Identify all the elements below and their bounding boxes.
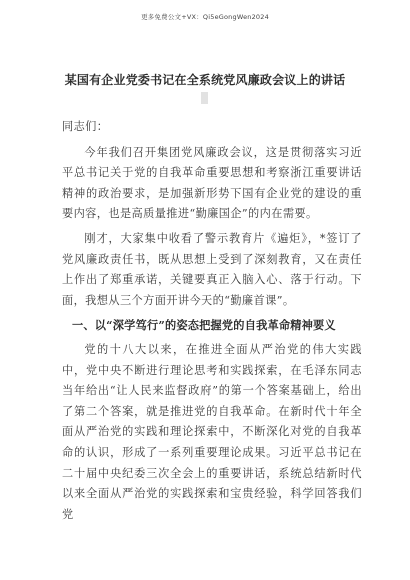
paragraph-2: 刚才，大家集中收看了警示教育片《遍炬》，*签订了党风廉政责任书，既从思想上受到了深刻教育，又在责任上作出了郑重承诺，关键要真正入脑入心、落于行动。下面，我想从三个方面开讲今天的“勤廉首课”。 [62,231,362,307]
document-title: 某国有企业党委书记在全系统党风廉政会议上的讲话 [64,73,346,87]
placeholder-mark [201,92,208,104]
document-body [62,117,362,529]
section-paragraph: 党的十八大以来，在推进全面从严治党的伟大实践中，党中央不断进行理论思考和实践探索，在毛泽东同志当年给出“让人民来监督政府”的第一个答案基础上，给出了第二个答案，就是推进党的自我革命。在新时代十年全面从严治党的实践和理论探索中，不断深化对党的自我革命的认识，形成了一系列重要理论成果。习近平总书记在二十届中央纪委三次全会上的重要讲话，系统总结新时代以来全面从严治党的实践探索和宝贵经验，科学回答我们党 [62,342,362,521]
header-note: 更多免费公文+VX：Qi5eGongWen2024 [141,13,269,21]
salutation: 同志们： [62,120,109,133]
section-heading: 一、以“深学笃行”的姿态把握党的自我革命精神要义 [72,318,336,333]
paragraph-1: 今年我们召开集团党风廉政会议，这是贯彻落实习近平总书记关于党的自我革命重要思想和考察浙江重要讲话精神的政治要求，是加强新形势下国有企业党的建设的重要内容，也是高质量推进“勤廉国企”的内在需要。 [62,145,362,221]
